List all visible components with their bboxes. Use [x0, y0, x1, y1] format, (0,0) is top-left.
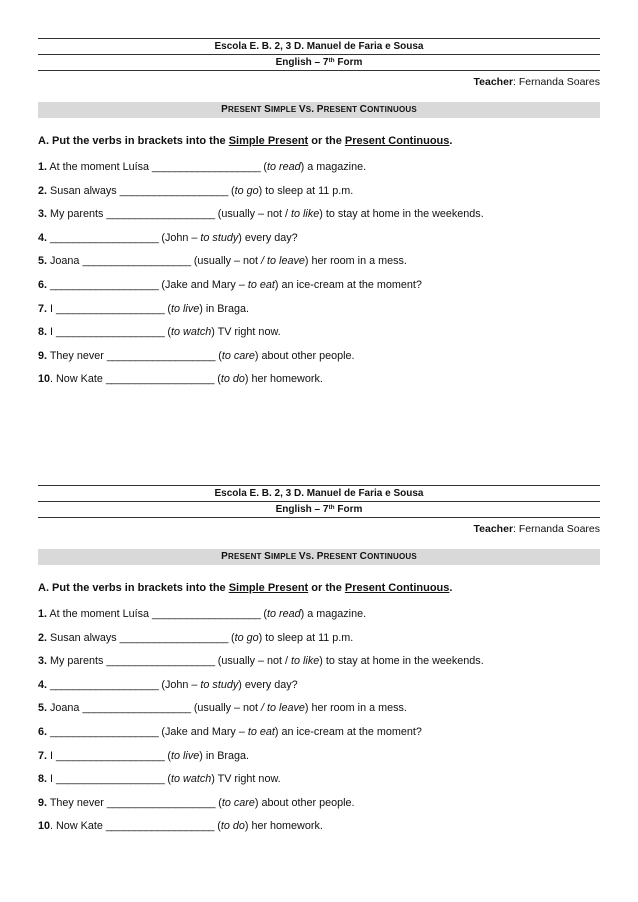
exercise-item: 6. ___________________ (Jake and Mary – to eat) an ice-cream at the moment?	[38, 725, 422, 738]
exercise-item: 2. Susan always ___________________ (to go) to sleep at 11 p.m.	[38, 631, 354, 644]
answer-blank[interactable]: ___________________	[82, 255, 191, 268]
exercise-item: 3. My parents ___________________ (usually – not / to like) to stay at home in the weekends.	[38, 655, 484, 668]
exercise-item: 2. Susan always ___________________ (to go) to sleep at 11 p.m.	[38, 184, 354, 197]
exercise-item: 4. ___________________ (John – to study) every day?	[38, 231, 298, 244]
answer-blank[interactable]: ___________________	[50, 725, 159, 738]
answer-blank[interactable]: ___________________	[119, 184, 229, 197]
worksheet-1	[38, 38, 600, 395]
exercise-item: 4. ___________________ (John – to study) every day?	[38, 678, 298, 691]
answer-blank[interactable]: ___________________	[106, 208, 215, 221]
form-title: English – 7th Form	[275, 504, 363, 515]
exercise-item: 8. I ___________________ (to watch) TV right now.	[38, 773, 281, 786]
answer-blank[interactable]: ___________________	[50, 278, 159, 291]
header-rule	[38, 517, 600, 518]
answer-blank[interactable]: ___________________	[56, 326, 165, 339]
exercise-list	[38, 159, 600, 395]
answer-blank[interactable]: ___________________	[106, 349, 216, 362]
exercise-instruction: A. Put the verbs in brackets into the Simple Present or the Present Continuous.	[38, 135, 453, 147]
topic-banner: PRESENT SIMPLE VS. PRESENT CONTINUOUS	[38, 102, 600, 118]
worksheet-2	[38, 485, 600, 842]
exercise-item: 8. I ___________________ (to watch) TV right now.	[38, 326, 281, 339]
answer-blank[interactable]: ___________________	[50, 231, 159, 244]
exercise-list	[38, 606, 600, 842]
exercise-item: 5. Joana ___________________ (usually – not / to leave) her room in a mess.	[38, 702, 407, 715]
school-name: Escola E. B. 2, 3 D. Manuel de Faria e Sousa	[214, 41, 424, 52]
answer-blank[interactable]: ___________________	[56, 773, 165, 786]
answer-blank[interactable]: ___________________	[56, 749, 165, 762]
header-rule	[38, 70, 600, 71]
topic-banner: PRESENT SIMPLE VS. PRESENT CONTINUOUS	[38, 549, 600, 565]
answer-blank[interactable]: ___________________	[105, 373, 215, 386]
exercise-item: 10. Now Kate ___________________ (to do) her homework.	[38, 820, 323, 833]
exercise-instruction: A. Put the verbs in brackets into the Simple Present or the Present Continuous.	[38, 582, 453, 594]
answer-blank[interactable]: ___________________	[56, 302, 165, 315]
exercise-item: 1. At the moment Luísa ___________________ (to read) a magazine.	[38, 161, 367, 173]
answer-blank[interactable]: ___________________	[82, 702, 191, 715]
answer-blank[interactable]: ___________________	[152, 161, 261, 173]
exercise-item: 10. Now Kate ___________________ (to do) her homework.	[38, 373, 323, 386]
exercise-item: 1. At the moment Luísa ___________________ (to read) a magazine.	[38, 608, 367, 620]
answer-blank[interactable]: ___________________	[119, 631, 229, 644]
school-name: Escola E. B. 2, 3 D. Manuel de Faria e Sousa	[214, 488, 424, 499]
teacher-line: Teacher: Fernanda Soares	[473, 523, 600, 535]
exercise-item: 5. Joana ___________________ (usually – not / to leave) her room in a mess.	[38, 255, 407, 268]
answer-blank[interactable]: ___________________	[50, 678, 159, 691]
answer-blank[interactable]: ___________________	[106, 796, 216, 809]
exercise-item: 7. I ___________________ (to live) in Braga.	[38, 302, 250, 315]
form-title: English – 7th Form	[275, 57, 363, 68]
answer-blank[interactable]: ___________________	[105, 820, 215, 833]
exercise-item: 6. ___________________ (Jake and Mary – to eat) an ice-cream at the moment?	[38, 278, 422, 291]
exercise-item: 9. They never ___________________ (to care) about other people.	[38, 349, 355, 362]
exercise-item: 3. My parents ___________________ (usually – not / to like) to stay at home in the weekends.	[38, 208, 484, 221]
answer-blank[interactable]: ___________________	[152, 608, 261, 620]
answer-blank[interactable]: ___________________	[106, 655, 215, 668]
exercise-item: 7. I ___________________ (to live) in Braga.	[38, 749, 250, 762]
teacher-line: Teacher: Fernanda Soares	[473, 76, 600, 88]
exercise-item: 9. They never ___________________ (to care) about other people.	[38, 796, 355, 809]
